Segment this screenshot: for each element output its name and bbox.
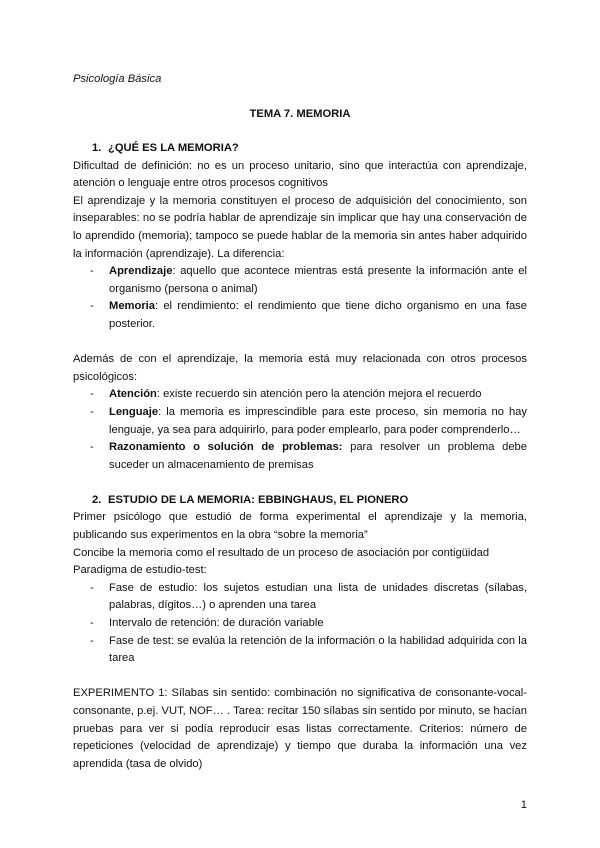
document-title: TEMA 7. MEMORIA — [249, 108, 351, 120]
list-item — [73, 633, 527, 668]
section-1-title: ¿QUÉ ES LA MEMORIA? — [108, 142, 239, 154]
list-item-text: Fase de test: se evalúa la retención de la información o la habilidad adquirida con la tarea — [109, 634, 527, 665]
dash-bullet: - — [90, 388, 94, 401]
section-2-number: 2. — [92, 493, 102, 506]
list-item-term: Lenguaje — [109, 405, 159, 418]
list-item-text: : aquello que acontece mientras está presente la información ante el organismo (persona o animal) — [109, 265, 527, 295]
spacer — [73, 668, 527, 686]
experiment-paragraph: EXPERIMENTO 1: Sílabas sin sentido: combinación no significativa de consonante-vocal-consonante, p.ej. VUT, NOF… . Tarea: recitar 150 sílabas sin sentido por minuto, se hacían pruebas para ver si podía reproducir esas listas correctamente. Criterios: número de repeticiones (velocidad de aprendizaje) y tiempo que duraba la información una vez aprendida (tasa de olvido) — [73, 687, 527, 770]
section-2-title: ESTUDIO DE LA MEMORIA: EBBINGHAUS, EL PIONERO — [108, 493, 409, 506]
list-item-text: Intervalo de retención: de duración variable — [109, 617, 324, 630]
list-item-text: : la memoria es imprescindible para este proceso, sin memoria no hay lenguaje, ya sea para adquirirlo, para poder emplearlo, para poder comprenderlo… — [109, 405, 527, 436]
list-item — [73, 263, 527, 298]
section-1-list-1 — [73, 263, 527, 333]
dash-bullet: - — [90, 617, 94, 630]
dash-bullet: - — [90, 441, 94, 454]
document-header: Psicología Básica — [73, 73, 162, 85]
list-item — [73, 386, 527, 404]
dash-bullet: - — [90, 300, 94, 313]
list-item-text: para resolver un problema debe suceder un almacenamiento de premisas — [109, 441, 527, 471]
dash-bullet: - — [90, 265, 94, 278]
list-item-term: Razonamiento o solución de problemas: — [109, 441, 343, 454]
section-1-number: 1. — [92, 142, 102, 154]
list-item — [73, 580, 527, 615]
document-body — [73, 140, 527, 773]
list-item-term: Memoria — [109, 300, 156, 313]
list-item-term: Aprendizaje — [109, 265, 173, 278]
section-1-paragraph-3: Además de con el aprendizaje, la memoria está muy relacionada con otros procesos psicológicos: — [73, 353, 527, 383]
list-item — [73, 439, 527, 474]
dash-bullet: - — [90, 405, 94, 418]
list-item-text: : existe recuerdo sin atención pero la atención mejora el recuerdo — [156, 388, 482, 401]
section-1-heading — [73, 140, 527, 158]
dash-bullet: - — [90, 634, 94, 647]
list-item — [73, 298, 527, 333]
dash-bullet: - — [90, 581, 94, 594]
section-2-paragraph-1: Primer psicólogo que estudió de forma experimental el aprendizaje y la memoria, publicando sus experimentos en la obra “sobre la memoria” — [73, 511, 527, 542]
section-2-paragraph-3: Paradigma de estudio-test: — [73, 564, 207, 577]
section-1-paragraph-1: Dificultad de definición: no es un proceso unitario, sino que interactúa con aprendizaje, atención o lenguaje entre otros procesos cognitivos — [73, 159, 527, 190]
section-2-paragraph-2: Concibe la memoria como el resultado de un proceso de asociación por contigüidad — [73, 546, 490, 559]
section-1-list-2 — [73, 386, 527, 474]
list-item — [73, 404, 527, 439]
spacer — [73, 334, 527, 352]
list-item-term: Atención — [109, 388, 157, 401]
spacer — [73, 474, 527, 492]
list-item-text: : el rendimiento: el rendimiento que tiene dicho organismo en una fase posterior. — [109, 300, 527, 330]
section-2-list — [73, 580, 527, 668]
list-item-text: Fase de estudio: los sujetos estudian una lista de unidades discretas (sílabas, palabras, dígitos…) o aprenden una tarea — [109, 581, 527, 612]
list-item — [73, 615, 527, 633]
section-2-heading — [73, 492, 527, 510]
section-1-paragraph-2: El aprendizaje y la memoria constituyen el proceso de adquisición del conocimiento, son inseparables: no se podría hablar de aprendizaje sin implicar que hay una conservación de lo aprendido (memoria); tampoco se puede hablar de la memoria sin antes haber adquirido la información (aprendizaje). La diferencia: — [73, 194, 527, 260]
page-number: 1 — [520, 799, 527, 811]
